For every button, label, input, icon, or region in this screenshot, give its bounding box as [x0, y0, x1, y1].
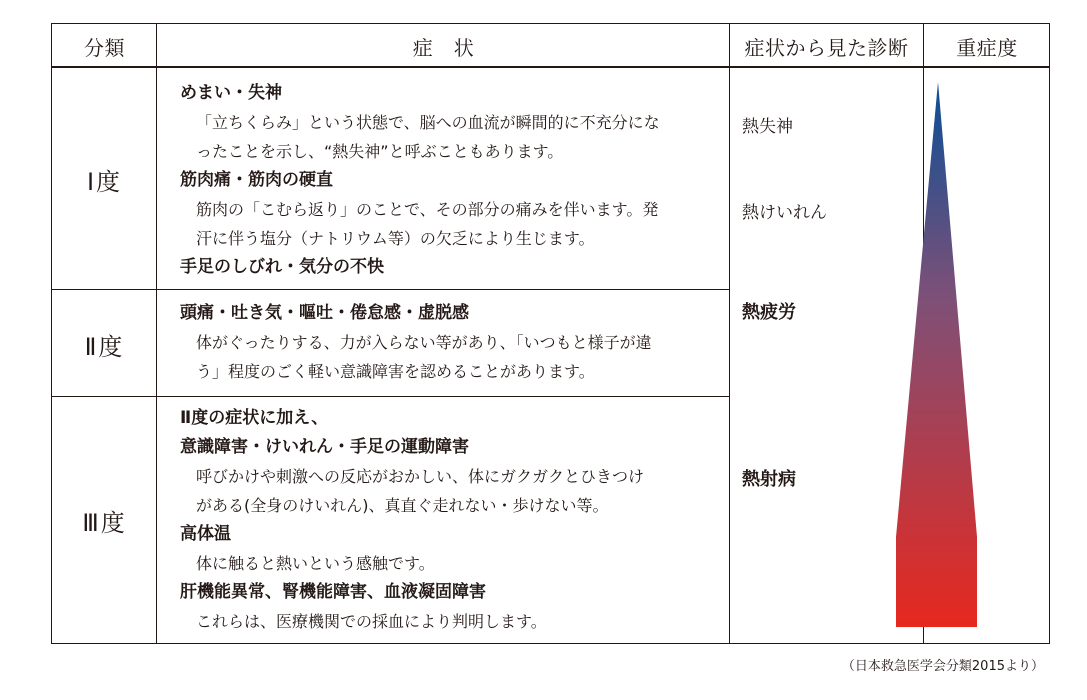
symptom-heading: 手足のしびれ・気分の不快: [180, 257, 384, 277]
symptom-heading: 頭痛・吐き気・嘔吐・倦怠感・虚脱感: [180, 303, 469, 323]
grade-2-label: Ⅱ度: [84, 332, 125, 361]
grade-2-symptoms: [158, 299, 730, 386]
header-symptoms: 症 状: [412, 35, 475, 60]
source-citation: （日本救急医学会分類2015より）: [841, 659, 1044, 674]
symptom-description: がある(全身のけいれん)、真直ぐ走れない・歩けない等。: [196, 496, 609, 515]
symptom-heading: 意識障害・けいれん・手足の運動障害: [180, 437, 469, 457]
symptom-heading: 筋肉痛・筋肉の硬直: [180, 170, 333, 190]
symptom-description: 体がぐったりする、力が入らない等があり、「いつもと様子が違: [196, 333, 652, 352]
symptom-heading: めまい・失神: [180, 83, 282, 103]
symptom-description: 汗に伴う塩分（ナトリウム等）の欠乏により生じます。: [196, 229, 595, 248]
symptom-description: 筋肉の「こむら返り」のことで、その部分の痛みを伴います。発: [196, 200, 659, 219]
header-category: 分類: [84, 35, 125, 60]
header-severity: 重症度: [956, 35, 1018, 60]
header-diagnosis: 症状から見た診断: [744, 35, 909, 60]
severity-gradient-arrow: [895, 82, 977, 627]
diagnosis-heat-stroke: 熱射病: [742, 469, 796, 490]
symptom-heading: 肝機能異常、腎機能障害、血液凝固障害: [180, 582, 486, 602]
diagnosis-heat-syncope: 熱失神: [742, 117, 793, 137]
symptom-heading: 高体温: [180, 524, 231, 544]
symptom-description: 体に触ると熱いという感触です。: [196, 554, 435, 573]
symptom-description: ったことを示し、“熱失神”と呼ぶこともあります。: [196, 142, 564, 161]
symptom-description: これらは、医療機関での採血により判明します。: [196, 612, 547, 631]
grade-1-label: Ⅰ度: [86, 167, 123, 196]
grade-3-label: Ⅲ度: [82, 509, 127, 537]
grade-1-symptoms: [158, 79, 730, 282]
diagnosis-heat-cramps: 熱けいれん: [742, 203, 827, 223]
diagnosis-heat-exhaustion: 熱疲労: [742, 302, 796, 323]
symptom-description: 「立ちくらみ」という状態で、脳への血流が瞬間的に不充分にな: [196, 113, 660, 132]
grade-3-symptoms: [158, 404, 730, 636]
symptom-heading: Ⅱ度の症状に加え、: [180, 408, 329, 428]
symptom-description: 呼びかけや刺激への反応がおかしい、体にガクガクとひきつけ: [196, 467, 645, 486]
symptom-description: う」程度のごく軽い意識障害を認めることがあります。: [196, 362, 595, 381]
